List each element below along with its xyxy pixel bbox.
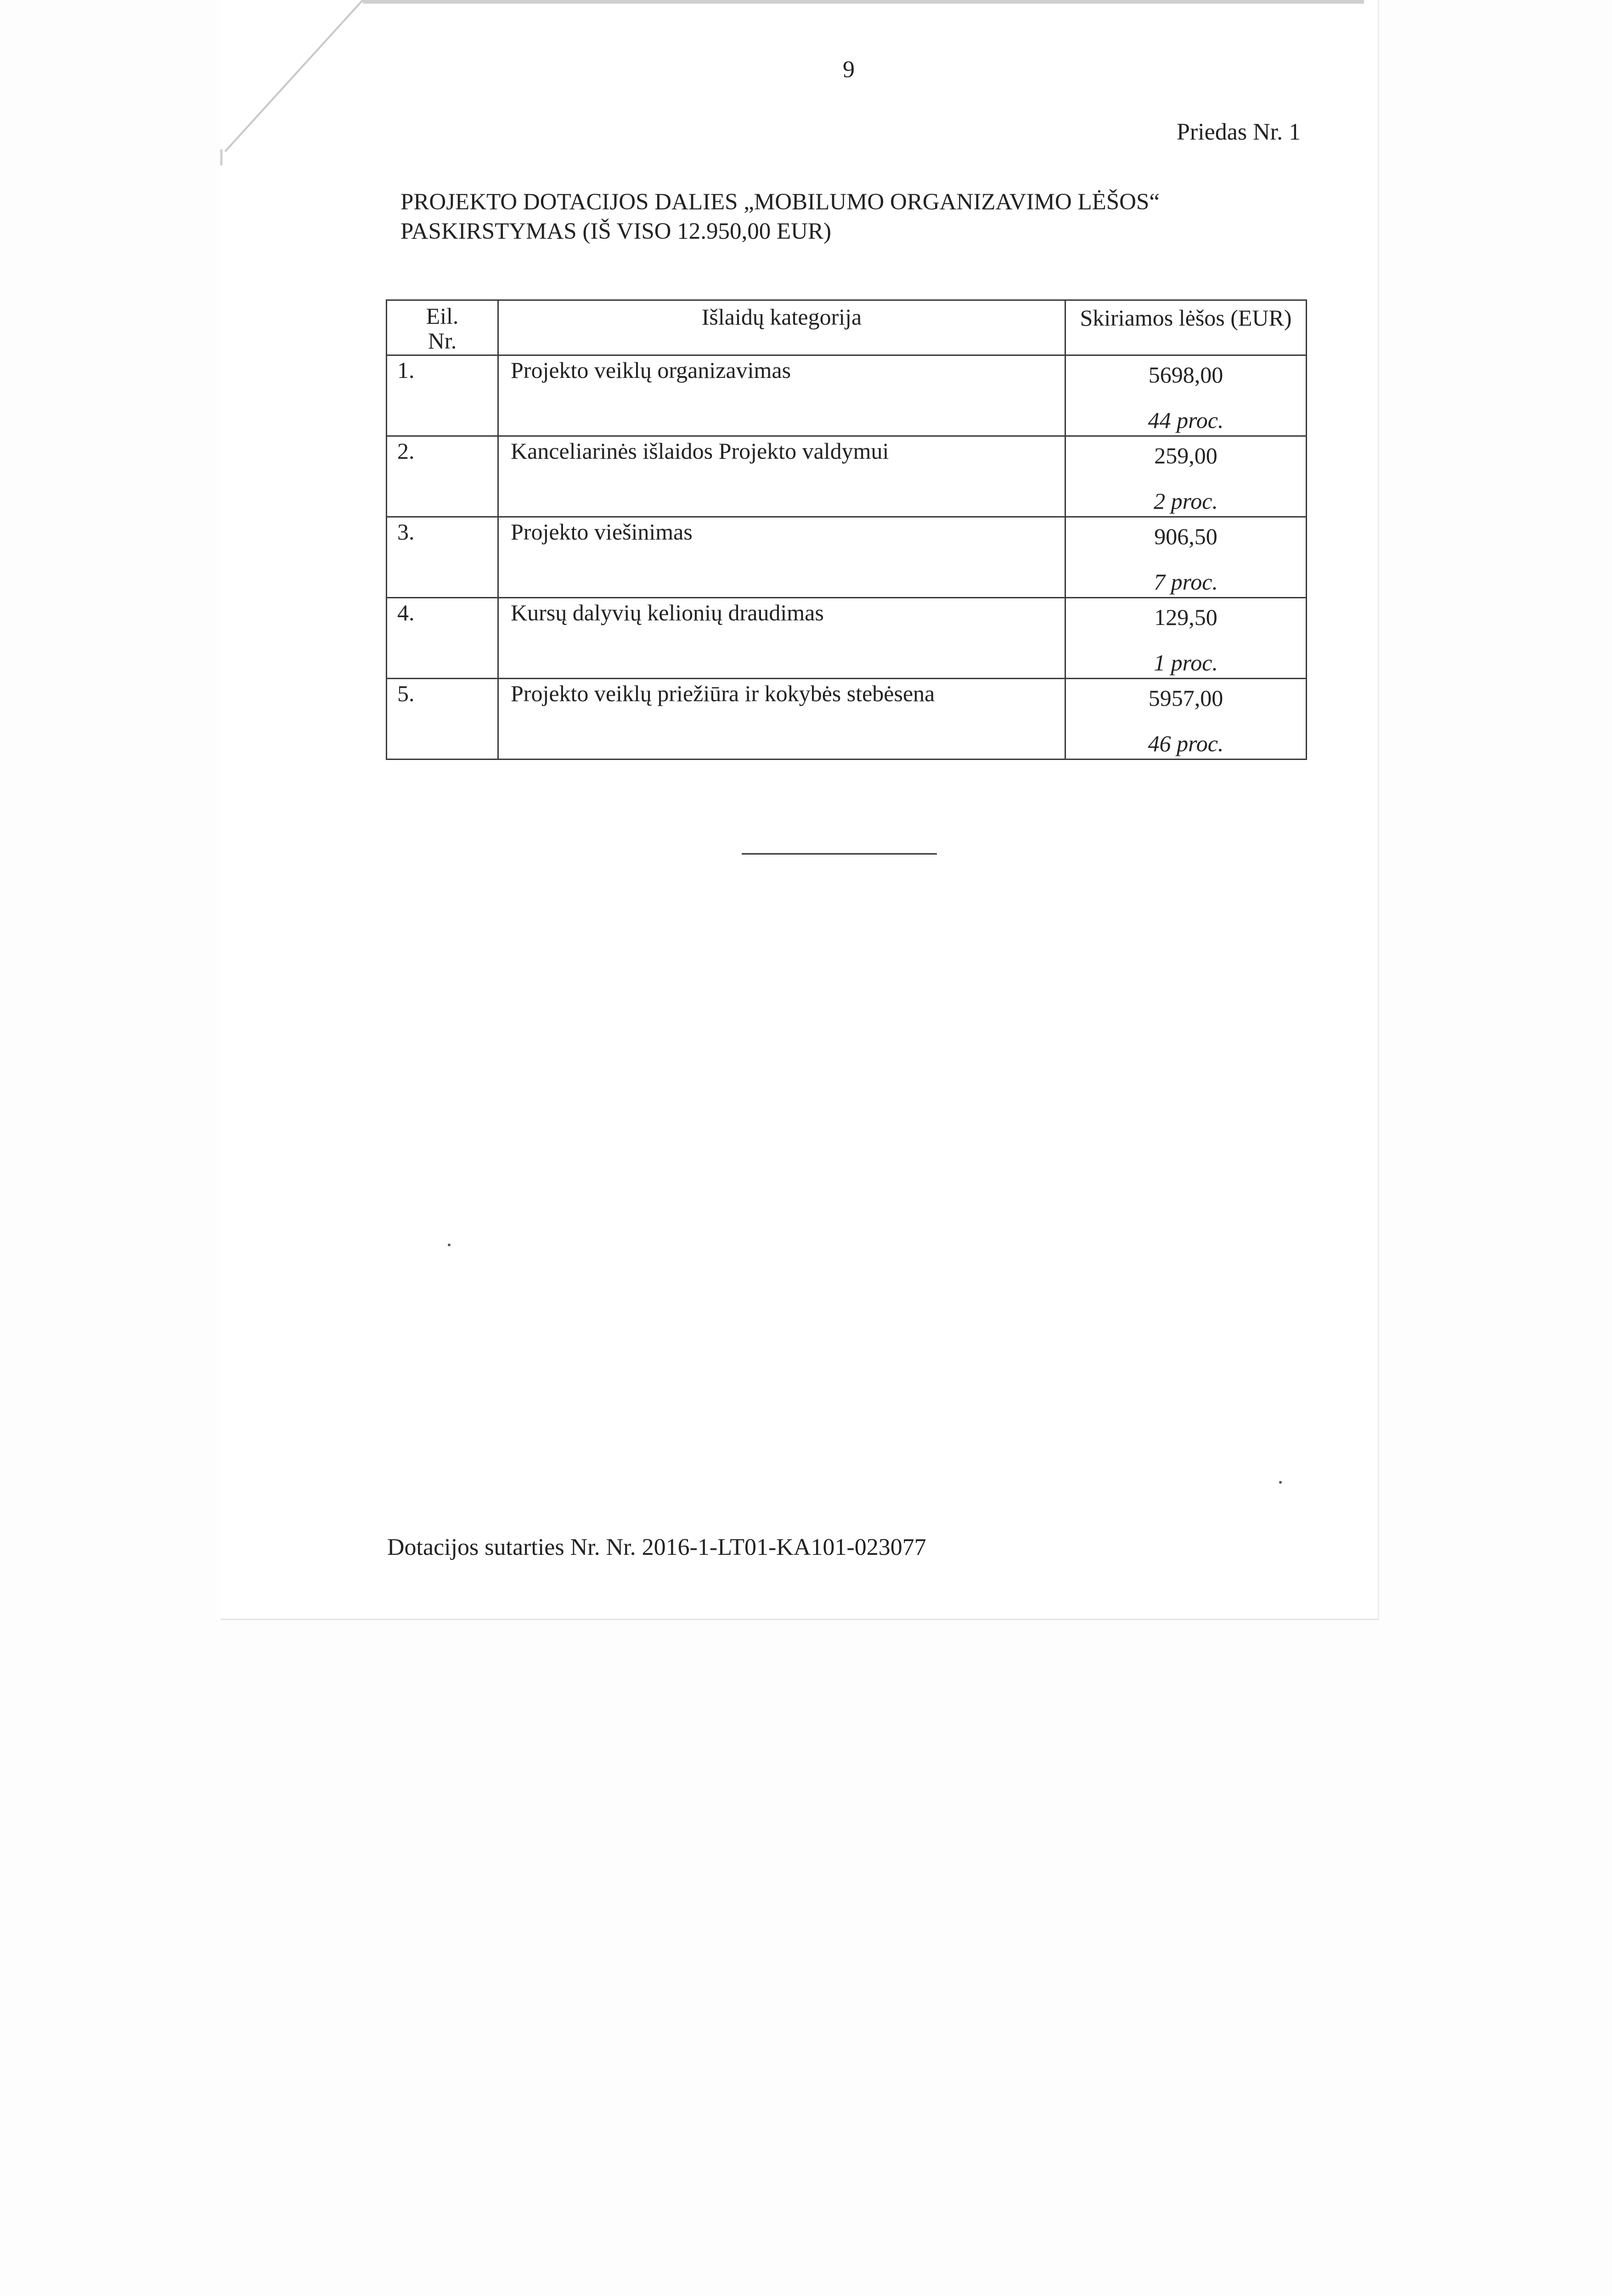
row-category: Projekto viešinimas: [498, 517, 1065, 598]
row-amount: 906,50: [1154, 523, 1217, 549]
row-number: 5.: [387, 679, 498, 760]
page-number: 9: [843, 56, 855, 83]
row-percent: 44 proc.: [1148, 407, 1224, 433]
row-percent: 1 proc.: [1154, 650, 1218, 675]
scan-speck: [1279, 1481, 1282, 1484]
corner-fold-mark: [216, 0, 372, 165]
annex-label: Priedas Nr. 1: [1177, 119, 1301, 145]
row-number: 3.: [387, 517, 498, 598]
title-line-2: PASKIRSTYMAS (IŠ VISO 12.950,00 EUR): [400, 219, 831, 244]
row-amount: 5698,00: [1148, 362, 1223, 388]
row-amount-cell: [1065, 598, 1307, 679]
header-row-number: [387, 300, 498, 355]
document-title: [400, 187, 1319, 246]
scan-speck: [448, 1244, 451, 1246]
row-percent: 7 proc.: [1154, 569, 1218, 595]
row-category: Projekto veiklų organizavimas: [498, 355, 1065, 436]
page-top-edge: [363, 0, 1364, 4]
header-nr-line-1: Eil.: [426, 303, 459, 329]
row-category: Kursų dalyvių kelionių draudimas: [498, 598, 1065, 679]
table-row: [387, 679, 1307, 760]
row-number: 4.: [387, 598, 498, 679]
table-row: [387, 355, 1307, 436]
row-amount-cell: [1065, 517, 1307, 598]
title-line-1: PROJEKTO DOTACIJOS DALIES „MOBILUMO ORGANIZAVIMO LĖŠOS“: [400, 189, 1160, 215]
end-of-content-rule: [742, 853, 937, 855]
row-percent: 2 proc.: [1154, 488, 1218, 514]
table-row: [387, 436, 1307, 517]
header-category: Išlaidų kategorija: [498, 300, 1065, 355]
table-row: [387, 517, 1307, 598]
footer-reference: Dotacijos sutarties Nr. Nr. 2016-1-LT01-KA101-023077: [387, 1534, 926, 1560]
header-nr-line-2: Nr.: [428, 328, 457, 354]
row-category: Projekto veiklų priežiūra ir kokybės stebėsena: [498, 679, 1065, 760]
row-category: Kanceliarinės išlaidos Projekto valdymui: [498, 436, 1065, 517]
table-row: [387, 598, 1307, 679]
row-amount: 259,00: [1154, 443, 1217, 468]
table-header-row: [387, 300, 1307, 355]
row-amount-cell: [1065, 679, 1307, 760]
row-number: 2.: [387, 436, 498, 517]
row-percent: 46 proc.: [1148, 731, 1224, 756]
row-amount: 129,50: [1154, 604, 1217, 630]
row-amount-cell: [1065, 355, 1307, 436]
row-number: 1.: [387, 355, 498, 436]
header-amount: Skiriamos lėšos (EUR): [1065, 300, 1307, 355]
allocation-table: [386, 299, 1307, 760]
row-amount: 5957,00: [1148, 685, 1223, 711]
row-amount-cell: [1065, 436, 1307, 517]
